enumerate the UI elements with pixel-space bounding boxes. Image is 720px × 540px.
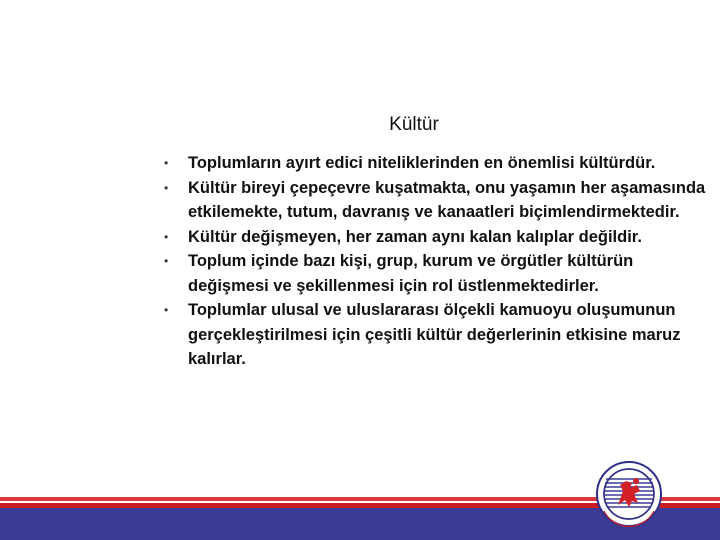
bullet-icon: •: [164, 229, 169, 244]
university-seal-icon: [596, 461, 662, 527]
bullet-icon: •: [164, 303, 169, 317]
list-item: [164, 225, 709, 250]
bullet-icon: •: [164, 156, 169, 170]
list-item: [164, 176, 709, 225]
bullet-icon: •: [164, 180, 169, 195]
slide-title: Kültür: [389, 114, 439, 135]
list-item: [164, 249, 709, 298]
bullet-icon: •: [164, 254, 169, 268]
bullet-text: Kültür değişmeyen, her zaman aynı kalan kalıplar değildir.: [188, 227, 642, 246]
bullet-text: Toplumların ayırt edici niteliklerinden en önemlisi kültürdür.: [188, 154, 656, 172]
bullet-text: Toplum içinde bazı kişi, grup, kurum ve örgütler kültürün değişmesi ve şekillenmesi için rol üstlenmektedirler.: [188, 252, 634, 295]
bullet-text: Kültür bireyi çepeçevre kuşatmakta, onu yaşamın her aşamasında etkilemekte, tutum, davranış ve kanaatleri biçimlendirmektedir.: [188, 178, 706, 221]
bullet-list: [164, 151, 709, 372]
list-item: [164, 151, 709, 176]
bullet-text: Toplumlar ulusal ve uluslararası ölçekli kamuoyu oluşumunun gerçekleştirilmesi için çeşitli kültür değerlerinin etkisine maruz kalırlar.: [188, 301, 681, 368]
list-item: [164, 298, 709, 372]
